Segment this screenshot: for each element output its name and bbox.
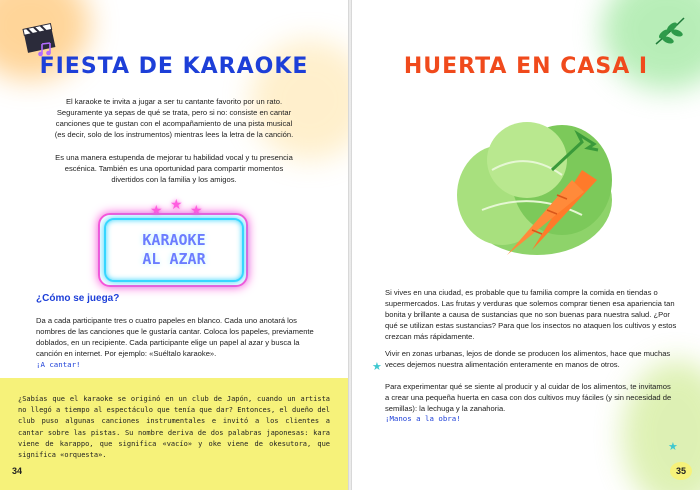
intro-paragraph: El karaoke te invita a jugar a ser tu cantante favorito por un rato. Seguramente ya sepas de qué se trata, pero si no: consiste en cantar canciones que te gustan con el acompañamiento de una pista musical (es decir, solo de los instrumentos) mientras lees la letra de la canción.: [54, 97, 294, 139]
page-title: HUERTA EN CASA I: [403, 54, 649, 79]
page-title: FIESTA DE KARAOKE: [39, 54, 309, 79]
star-icon: ★: [170, 196, 183, 212]
lettuce-carrot-illustration: [432, 100, 632, 260]
star-icon: ★: [372, 361, 382, 373]
right-page: [352, 0, 700, 490]
star-icon: ★: [150, 202, 163, 218]
how-to-paragraph: Da a cada participante tres o cuatro papeles en blanco. Cada uno anotará los nombres de las canciones que le gustaría cantar. Coloca los papeles, previamente doblados, en un recipiente. Cada participante elige un papel al azar y busca la canción en internet. Por ejemplo: «Suéltalo karaoke».: [36, 316, 314, 358]
neon-sign: [104, 218, 244, 282]
star-icon: ★: [190, 202, 203, 218]
page-number: 34: [6, 462, 28, 480]
left-page: [0, 0, 348, 490]
subheading: ¿Cómo se juega?: [36, 293, 120, 304]
star-icon: ★: [668, 441, 678, 453]
call-to-action: ¡A cantar!: [36, 360, 81, 369]
paragraph-2: Vivir en zonas urbanas, lejos de donde se producen los alimentos, hace que muchas veces dejemos nuestra alimentación enteramente en manos de otros.: [385, 349, 671, 369]
paragraph-3: Para experimentar qué se siente al producir y al cuidar de los alimentos, te invitamos a crear una pequeña huerta en casa con dos cultivos muy fáciles (y sin necesidad de semillas): la lechuga y la zanahoria.: [385, 382, 672, 413]
leaf-sprig-icon: [652, 14, 688, 48]
sign-line-2: AL AZAR: [142, 250, 206, 268]
call-to-action: ¡Manos a la obra!: [385, 414, 461, 423]
paragraph-1: Si vives en una ciudad, es probable que tu familia compre la comida en tiendas o supermercados. Las frutas y verduras que solemos comprar tienen esa apariencia tan bonita y brillante a causa de sustancias que no son buenas para nuestra salud. ¿Por qué se utilizan estas sustancias? Para que los insectos no ataquen los cultivos y estos crezcan más rápidamente.: [385, 288, 677, 341]
page-number: 35: [670, 462, 692, 480]
fact-text: ¿Sabías que el karaoke se originó en un club de Japón, cuando un artista no llegó a tiempo al espectáculo que tenía que dar? Entonces, el dueño del club puso algunas canciones instrumentales e invitó a los clientes a cantar sobre las pistas. Su nombre deriva de dos palabras japonesas: kara viene de karappo, que significa «vacío» y oke viene de okesutora, que significa «orquesta».: [18, 395, 330, 460]
intro-paragraph-2: Es una manera estupenda de mejorar tu habilidad vocal y tu presencia escénica. También es una oportunidad para compartir momentos divertidos con la familia y los amigos.: [55, 153, 293, 184]
sign-line-1: KARAOKE: [142, 231, 206, 249]
